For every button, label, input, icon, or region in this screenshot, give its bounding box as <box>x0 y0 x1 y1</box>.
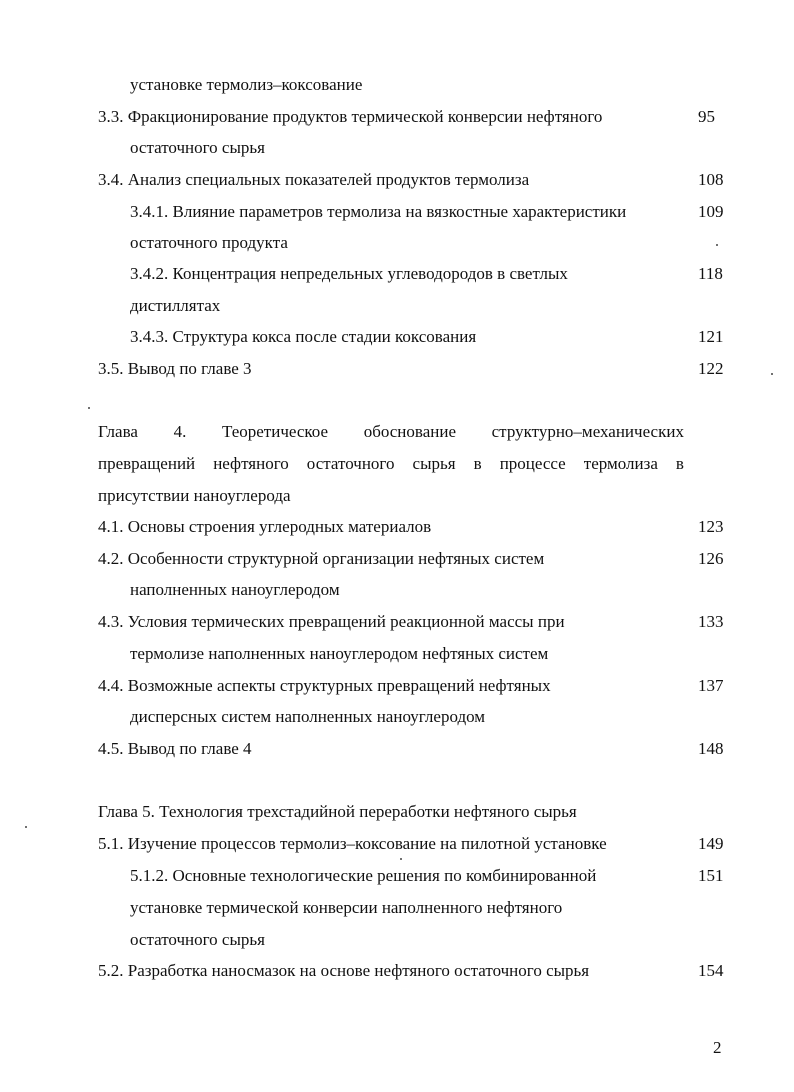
toc-entry-5-1-2-cont2: остаточного сырья <box>130 930 265 949</box>
toc-entry-4-2-cont: наполненных наноуглеродом <box>130 580 340 599</box>
word: сырья <box>412 454 456 473</box>
toc-entry-4-3-cont: термолизе наполненных наноуглеродом нефтяных систем <box>130 644 549 663</box>
toc-entry-3-4-1: 3.4.1. Влияние параметров термолиза на вязкостные характеристики <box>130 202 627 221</box>
chapter-4-heading-line1 <box>98 422 684 442</box>
scan-speck <box>88 407 90 409</box>
chapter-5-heading: Глава 5. Технология трехстадийной переработки нефтяного сырья <box>98 802 577 821</box>
word: Теоретическое <box>221 422 329 441</box>
toc-page-3-5: 122 <box>698 359 724 378</box>
scan-speck <box>716 244 718 246</box>
scan-speck <box>25 826 27 828</box>
word: в <box>675 454 684 473</box>
toc-entry-3-4-3: 3.4.3. Структура кокса после стадии коксования <box>130 327 477 346</box>
toc-page-3-4-1: 109 <box>698 202 724 221</box>
toc-entry-4-2: 4.2. Особенности структурной организации нефтяных систем <box>98 549 545 568</box>
toc-page-4-5: 148 <box>698 739 724 758</box>
toc-page-5-1-2: 151 <box>698 866 724 885</box>
toc-entry-5-2: 5.2. Разработка наносмазок на основе нефтяного остаточного сырья <box>98 961 590 980</box>
chapter-4-heading-line2 <box>98 454 684 474</box>
word: структурно–механических <box>491 422 684 441</box>
word: 4. <box>173 422 187 441</box>
page-number: 2 <box>713 1038 722 1057</box>
word: Глава <box>98 422 138 441</box>
toc-entry-4-3: 4.3. Условия термических превращений реакционной массы при <box>98 612 565 631</box>
toc-entry-3-4: 3.4. Анализ специальных показателей продуктов термолиза <box>98 170 530 189</box>
word: превращений <box>98 454 196 473</box>
toc-entry-5-1: 5.1. Изучение процессов термолиз–коксование на пилотной установке <box>98 834 607 853</box>
toc-page-5-1: 149 <box>698 834 724 853</box>
word: остаточного <box>306 454 395 473</box>
toc-entry-5-1-2: 5.1.2. Основные технологические решения по комбинированной <box>130 866 597 885</box>
toc-entry-4-4: 4.4. Возможные аспекты структурных превращений нефтяных <box>98 676 551 695</box>
toc-entry-4-4-cont: дисперсных систем наполненных наноуглеродом <box>130 707 486 726</box>
toc-page-3-3: 95 <box>698 107 715 126</box>
toc-entry-3-3: 3.3. Фракционирование продуктов термической конверсии нефтяного <box>98 107 603 126</box>
toc-entry-3-4-2-cont: дистиллятах <box>130 296 221 315</box>
toc-entry-5-1-2-cont1: установке термической конверсии наполненного нефтяного <box>130 898 563 917</box>
toc-entry-3-4-1-cont: остаточного продукта <box>130 233 288 252</box>
toc-entry-3-5: 3.5. Вывод по главе 3 <box>98 359 252 378</box>
toc-entry-3-4-2: 3.4.2. Концентрация непредельных углеводородов в светлых <box>130 264 568 283</box>
word: нефтяного <box>213 454 289 473</box>
chapter-4-heading-line3: присутствии наноуглерода <box>98 486 291 505</box>
word: термолиза <box>583 454 658 473</box>
word: в <box>473 454 482 473</box>
toc-page-4-2: 126 <box>698 549 724 568</box>
scan-speck <box>400 858 402 860</box>
toc-page-3-4-2: 118 <box>698 264 723 283</box>
toc-page-4-1: 123 <box>698 517 724 536</box>
toc-page-5-2: 154 <box>698 961 724 980</box>
toc-entry-4-5: 4.5. Вывод по главе 4 <box>98 739 252 758</box>
word: процессе <box>499 454 566 473</box>
toc-entry-3-3-cont: остаточного сырья <box>130 138 265 157</box>
toc-page-3-4: 108 <box>698 170 724 189</box>
scan-speck <box>771 373 773 375</box>
toc-page-4-4: 137 <box>698 676 724 695</box>
toc-entry-4-1: 4.1. Основы строения углеродных материалов <box>98 517 432 536</box>
toc-page-4-3: 133 <box>698 612 724 631</box>
word: обоснование <box>363 422 456 441</box>
toc-entry-continuation: установке термолиз–коксование <box>130 75 363 94</box>
toc-page-3-4-3: 121 <box>698 327 724 346</box>
